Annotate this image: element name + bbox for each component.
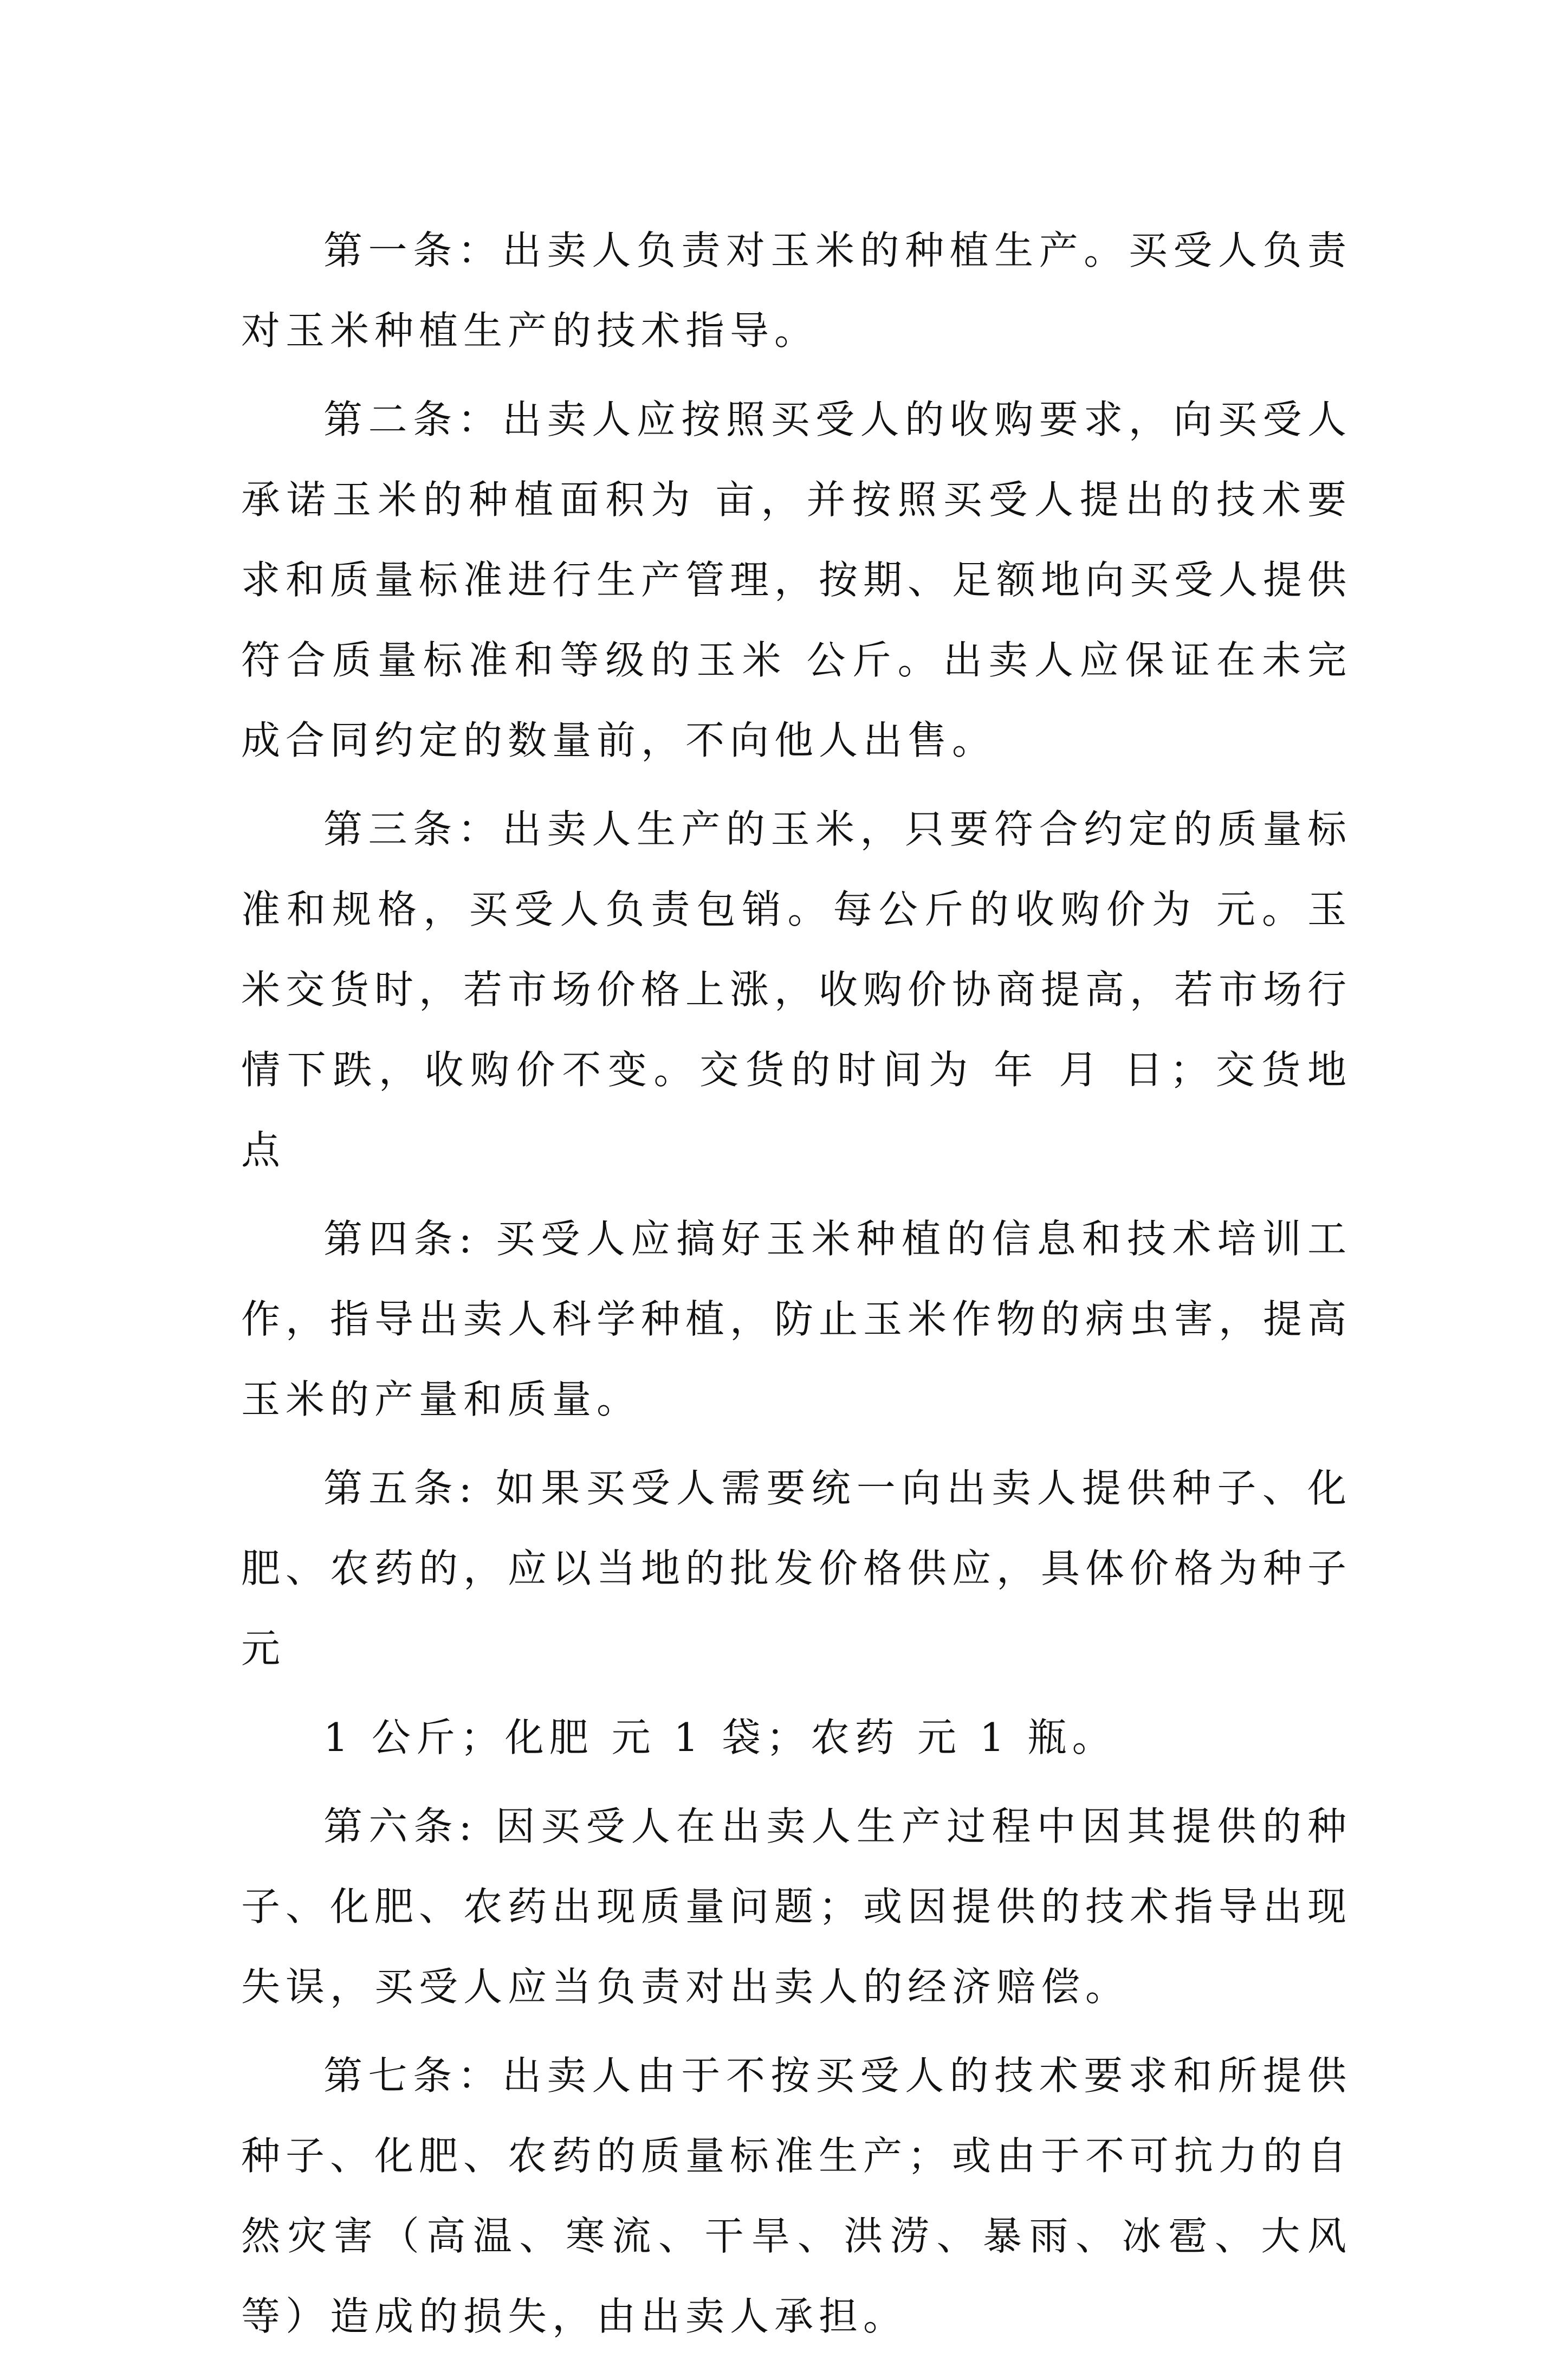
article-5: 第五条: 如果买受人需要统一向出卖人提供种子、化肥、农药的，应以当地的批发价格供应，具体价格为种子 元	[241, 1465, 1352, 1671]
article-4: 第四条: 买受人应搞好玉米种植的信息和技术培训工作，指导出卖人科学种植，防止玉米作物的病虫害，提高玉米的产量和质量。	[241, 1216, 1352, 1422]
article-3: 第三条：出卖人生产的玉米，只要符合约定的质量标准和规格，买受人负责包销。每公斤的收购价为 元。玉米交货时，若市场价格上涨，收购价协商提高，若市场行情下跌，收购价不变。交货的时间为 年 月 日；交货地点	[241, 806, 1352, 1173]
article-5-prices: 1 公斤；化肥 元 1 袋；农药 元 1 瓶。	[323, 1715, 1117, 1760]
article-2: 第二条：出卖人应按照买受人的收购要求，向买受人承诺玉米的种植面积为 亩，并按照买受人提出的技术要求和质量标准进行生产管理，按期、足额地向买受人提供符合质量标准和等级的玉米 公斤。出卖人应保证在未完成合同约定的数量前，不向他人出售。	[241, 397, 1352, 763]
article-7: 第七条：出卖人由于不按买受人的技术要求和所提供种子、化肥、农药的质量标准生产；或由于不可抗力的自然灾害（高温、寒流、干旱、洪涝、暴雨、冰雹、大风等）造成的损失，由出卖人承担。	[241, 2053, 1352, 2339]
article-6: 第六条: 因买受人在出卖人生产过程中因其提供的种子、化肥、农药出现质量问题；或因提供的技术指导出现失误，买受人应当负责对出卖人的经济赔偿。	[241, 1804, 1352, 2009]
article-1: 第一条：出卖人负责对玉米的种植生产。买受人负责对玉米种植生产的技术指导。	[241, 228, 1352, 353]
contract-body	[241, 210, 1352, 2365]
